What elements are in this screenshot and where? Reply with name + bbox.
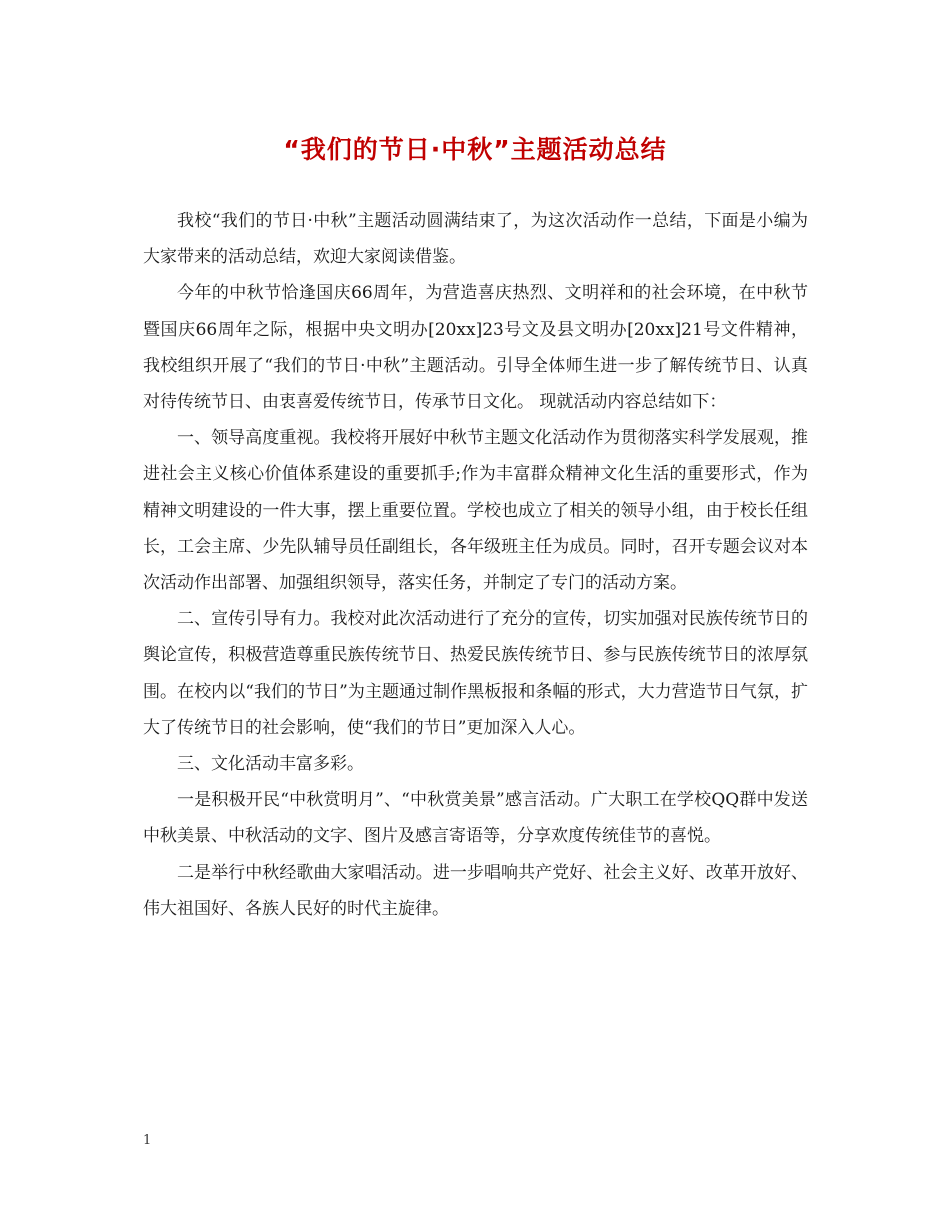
document-title: “我们的节日·中秋”主题活动总结 <box>283 135 667 164</box>
page-number: 1 <box>143 1133 152 1148</box>
activity-two-paragraph: 二是举行中秋经歌曲大家唱活动。进一步唱响共产党好、社会主义好、改革开放好、伟大祖国好、各族人民好的时代主旋律。 <box>143 862 808 919</box>
background-paragraph: 今年的中秋节恰逢国庆66周年，为营造喜庆热烈、文明祥和的社会环境，在中秋节暨国庆66周年之际，根据中央文明办[20xx]23号文及县文明办[20xx]21号文件精神，我校组织开展了“我们的节日·中秋”主题活动。引导全体师生进一步了解传统节日、认真对待传统节日、由衷喜爱传统节日，传承节日文化。 现就活动内容总结如下： <box>143 283 808 413</box>
document-body <box>143 203 808 927</box>
activity-one-paragraph: 一是积极开民“中秋赏明月”、“中秋赏美景”感言活动。广大职工在学校QQ群中发送中秋美景、中秋活动的文字、图片及感言寄语等，分享欢度传统佳节的喜悦。 <box>143 790 808 847</box>
intro-paragraph: 我校“我们的节日·中秋”主题活动圆满结束了，为这次活动作一总结，下面是小编为大家带来的活动总结，欢迎大家阅读借鉴。 <box>143 211 808 268</box>
section-leadership-paragraph: 一、领导高度重视。我校将开展好中秋节主题文化活动作为贯彻落实科学发展观，推进社会主义核心价值体系建设的重要抓手;作为丰富群众精神文化生活的重要形式，作为精神文明建设的一件大事，摆上重要位置。学校也成立了相关的领导小组，由于校长任组长，工会主席、少先队辅导员任副组长，各年级班主任为成员。同时，召开专题会议对本次活动作出部署、加强组织领导，落实任务，并制定了专门的活动方案。 <box>143 428 808 594</box>
section-publicity-paragraph: 二、宣传引导有力。我校对此次活动进行了充分的宣传，切实加强对民族传统节日的舆论宣传，积极营造尊重民族传统节日、热爱民族传统节日、参与民族传统节日的浓厚氛围。在校内以“我们的节日”为主题通过制作黑板报和条幅的形式，大力营造节日气氛，扩大了传统节日的社会影响，使“我们的节日”更加深入人心。 <box>143 609 808 738</box>
section-activities-heading: 三、文化活动丰富多彩。 <box>177 754 364 775</box>
